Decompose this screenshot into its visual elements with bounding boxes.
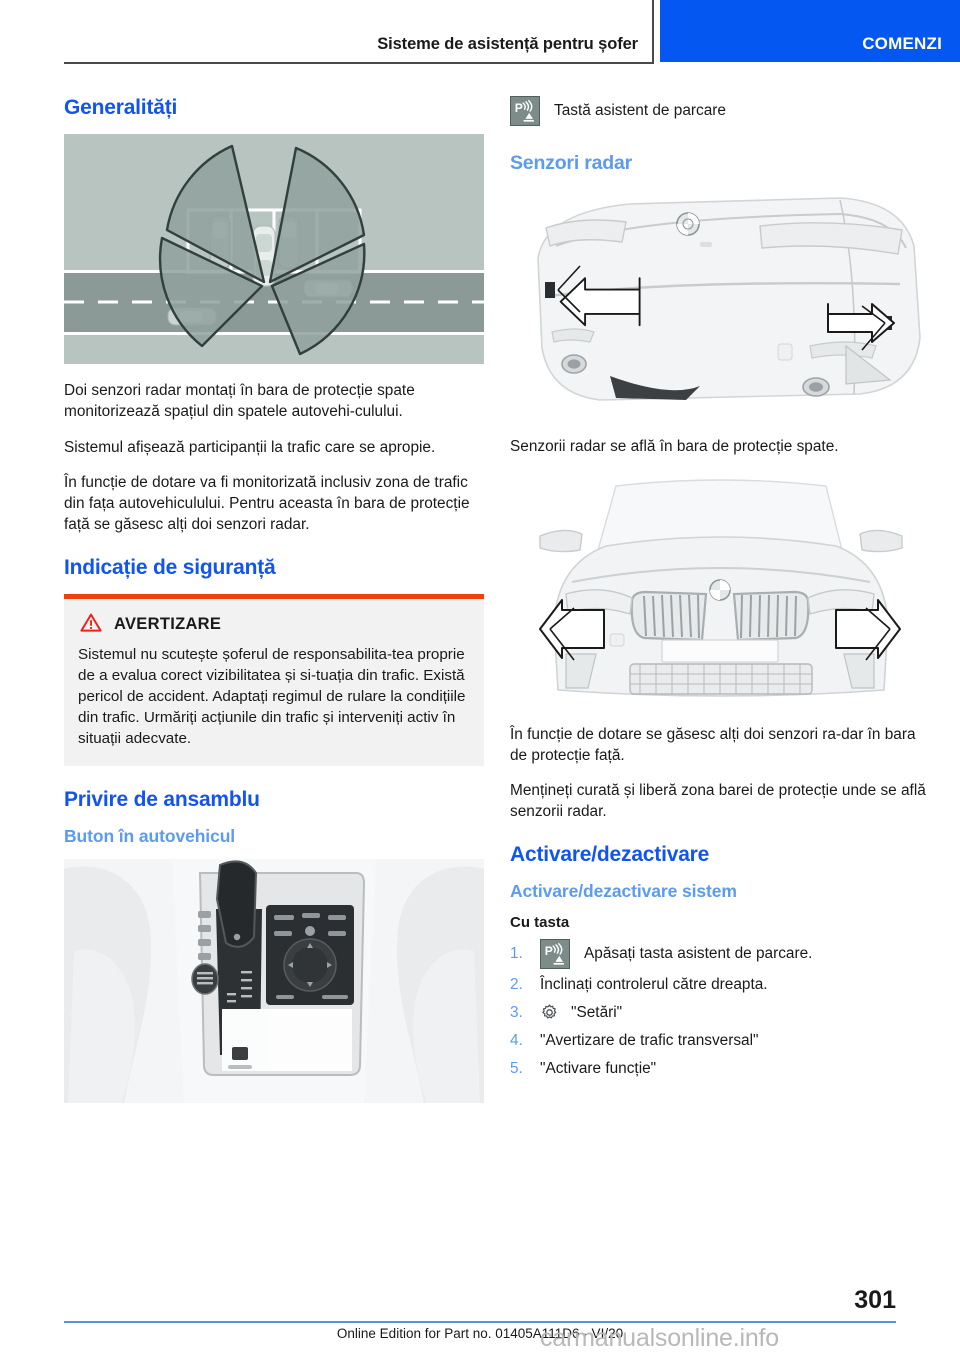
step-number: 4. <box>510 1032 523 1050</box>
step-number: 3. <box>510 1004 523 1022</box>
left-column <box>64 96 484 1119</box>
button-subheading: Buton în autovehicul <box>64 825 236 846</box>
with-key-label: Cu tasta <box>510 913 570 931</box>
section-tab-label: COMENZI <box>862 34 942 53</box>
parking-key-label: Tastă asistent de parcare <box>554 102 726 119</box>
step-number: 2. <box>510 976 523 994</box>
step-text: "Setări" <box>571 1004 623 1022</box>
parking-assistant-key-icon <box>540 939 570 969</box>
site-watermark: carmanualsonline.info <box>540 1324 780 1352</box>
rear-caption: Senzorii radar se află în bara de protecție spate. <box>510 438 839 456</box>
radar-sensors-heading: Senzori radar <box>510 152 633 174</box>
gear-icon <box>540 1003 559 1022</box>
page-title: Generalități <box>64 96 178 119</box>
svg-text:P: P <box>514 100 523 115</box>
breadcrumb-label: Sisteme de asistență pentru șofer <box>377 35 638 53</box>
step-number: 1. <box>510 945 523 963</box>
warning-title-row <box>80 613 470 637</box>
warning-triangle-icon <box>80 613 102 637</box>
warning-title: AVERTIZARE <box>114 615 222 634</box>
list-item <box>510 1057 930 1081</box>
page-number: 301 <box>854 1286 896 1314</box>
breadcrumb <box>64 0 654 64</box>
center-console-photo <box>64 859 484 1103</box>
list-item <box>510 939 930 969</box>
front-bumper-svg <box>510 472 930 708</box>
step-text: Înclinați controlerul către dreapta. <box>540 976 768 994</box>
warning-box <box>64 594 484 766</box>
front-bumper-photo <box>510 472 930 708</box>
parking-key-legend <box>510 96 930 126</box>
left-paragraph-1: Doi senzori radar montați în bara de protecție spate monitorizează spațiul din spatele autovehi-culului. <box>64 382 415 421</box>
right-paragraph-1: În funcție de dotare se găsesc alți doi senzori ra-dar în bara de protecție față. <box>510 725 916 764</box>
center-console-svg <box>64 859 484 1103</box>
rear-bumper-photo <box>510 188 930 420</box>
list-item <box>510 1029 930 1053</box>
list-item <box>510 1001 930 1025</box>
radar-coverage-svg <box>64 134 484 364</box>
right-paragraph-2: Mențineți curată și liberă zona barei de protecție unde se află senzorii radar. <box>510 782 926 821</box>
step-text: "Activare funcție" <box>540 1060 657 1078</box>
edition-text: Online Edition for Part no. 01405A111D6 - VI/20 <box>336 1326 624 1341</box>
radar-coverage-diagram <box>64 134 484 364</box>
activation-heading: Activare/dezactivare <box>510 842 710 866</box>
section-tab <box>660 0 960 62</box>
right-column <box>510 96 930 1085</box>
warning-text: Sistemul nu scutește șoferul de responsabilita-tea proprie de a evalua corect vizibilitatea și si-tuația din trafic. Există pericol de accident. Adaptați regimul de rulare la condițiile din trafic. Urmăriți acțiunile din trafic și interveniți activ în situații adecvate. <box>78 645 466 747</box>
activation-steps-list <box>510 939 930 1081</box>
step-text: Apăsați tasta asistent de parcare. <box>584 945 813 963</box>
safety-heading: Indicație de siguranță <box>64 555 276 579</box>
left-paragraph-2: Sistemul afișează participanții la trafic care se apropie. <box>64 438 436 456</box>
rear-bumper-svg <box>510 188 930 420</box>
step-text: "Avertizare de trafic transversal" <box>540 1032 759 1050</box>
step-number: 5. <box>510 1060 523 1078</box>
left-paragraph-3: În funcție de dotare va fi monitorizată inclusiv zona de trafic din fața autovehiculului. Pentru aceasta în bara de protecție față se găsesc alți doi senzori radar. <box>64 473 470 534</box>
overview-heading: Privire de ansamblu <box>64 787 260 811</box>
list-item <box>510 973 930 997</box>
page-footer <box>0 1288 960 1362</box>
page-header <box>0 0 960 64</box>
footer-divider <box>64 1321 896 1323</box>
parking-assistant-key-icon <box>510 96 540 126</box>
svg-text:P: P <box>544 943 553 958</box>
activation-subheading: Activare/dezactivare sistem <box>510 880 737 901</box>
